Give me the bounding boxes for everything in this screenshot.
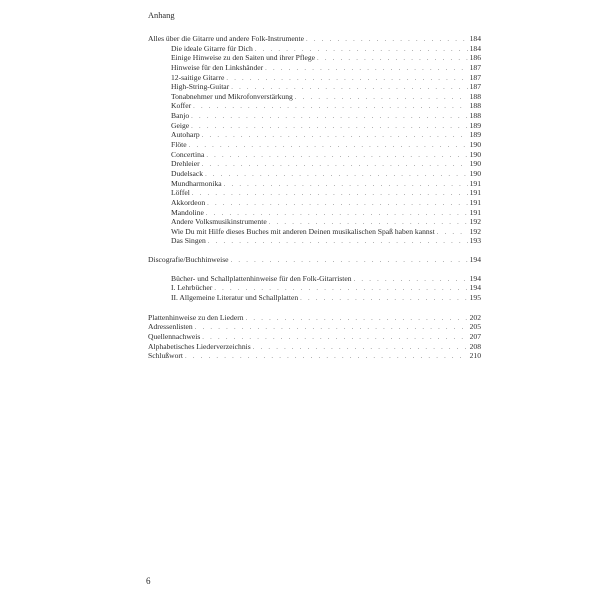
toc-subentry	[148, 188, 481, 198]
toc-entry-page: 193	[469, 236, 481, 246]
toc-entry-page: 187	[469, 62, 481, 72]
toc-entry-page: 190	[469, 140, 481, 150]
toc-entry-page: 191	[469, 178, 481, 188]
toc-entry-title: Plattenhinweise zu den Liedern	[148, 312, 244, 322]
toc-subentry	[148, 198, 481, 208]
toc-subentry	[148, 53, 481, 63]
toc-subentry	[148, 169, 481, 179]
toc-subentry	[148, 274, 481, 284]
toc-entry-title: Alles über die Gitarre und andere Folk-Instrumente	[148, 34, 305, 43]
toc-entry-title: Hinweise für den Linkshänder	[171, 62, 264, 72]
toc-entry-title: Adressenlisten	[148, 322, 193, 332]
dot-leader	[246, 314, 468, 323]
toc-subentry	[148, 159, 481, 169]
dot-leader	[191, 122, 467, 131]
dot-leader	[224, 180, 468, 189]
toc-entry	[148, 351, 481, 361]
toc-entry-page: 202	[469, 312, 481, 322]
toc-subentry	[148, 150, 481, 160]
dot-leader	[265, 64, 467, 73]
dot-leader	[206, 151, 467, 160]
toc-subentry	[148, 63, 481, 73]
dot-leader	[255, 45, 468, 54]
toc-entry-page: 195	[469, 293, 481, 303]
toc-entry-page: 184	[469, 34, 481, 43]
toc-entry-page: 191	[469, 188, 481, 198]
toc-entry	[148, 313, 481, 323]
dot-leader	[189, 141, 468, 150]
dot-leader	[195, 323, 468, 332]
toc-entry-title: Mandoline	[171, 207, 204, 217]
toc-entry-page: 194	[469, 283, 481, 293]
toc-entry-page: 210	[469, 351, 481, 361]
dot-leader	[202, 333, 467, 342]
toc-entry-page: 189	[469, 120, 481, 130]
toc-entry-page: 188	[469, 111, 481, 121]
toc-entry-page: 207	[469, 331, 481, 341]
toc-entry-title: I. Lehrbücher	[171, 283, 213, 293]
toc-entry-page: 186	[469, 53, 481, 63]
toc-subentry	[148, 227, 481, 237]
toc-subentry	[148, 140, 481, 150]
dot-leader	[231, 83, 467, 92]
dot-leader	[226, 74, 467, 83]
toc-entry-page: 194	[469, 255, 481, 265]
running-header: Anhang	[148, 11, 175, 20]
toc-entry-title: Alphabetisches Liederverzeichnis	[148, 341, 251, 351]
toc-entry-title: Die ideale Gitarre für Dich	[171, 43, 253, 53]
toc-entry-page: 189	[469, 130, 481, 140]
toc-entry-title: 12-saitige Gitarre	[171, 72, 225, 82]
toc-subentry	[148, 283, 481, 293]
dot-leader	[205, 170, 468, 179]
dot-leader	[193, 102, 468, 111]
toc-entry-title: Koffer	[171, 101, 192, 111]
toc-entry-page: 187	[469, 72, 481, 82]
dot-leader	[231, 256, 468, 265]
toc-entry	[148, 34, 481, 44]
toc-entry-title: Quellennachweis	[148, 331, 201, 341]
toc-subentry	[148, 101, 481, 111]
toc-entry	[148, 255, 481, 265]
toc-subentry	[148, 179, 481, 189]
dot-leader	[207, 199, 467, 208]
dot-leader	[295, 93, 468, 102]
toc-entry-title: Concertina	[171, 149, 205, 159]
toc-entry-page: 187	[469, 82, 481, 92]
dot-leader	[437, 228, 468, 237]
toc-entry	[148, 322, 481, 332]
toc-entry-title: Autoharp	[171, 130, 200, 140]
toc-entry-title: Discografie/Buchhinweise	[148, 255, 229, 265]
toc-entry-page: 192	[469, 217, 481, 227]
dot-leader	[206, 209, 468, 218]
toc-subentry	[148, 111, 481, 121]
toc-entry-title: Einige Hinweise zu den Saiten und ihrer Pflege	[171, 53, 316, 63]
toc-subentry	[148, 130, 481, 140]
table-of-contents	[148, 34, 481, 370]
toc-entry-title: Flöte	[171, 140, 187, 150]
toc-entry-title: Bücher- und Schallplattenhinweise für den Folk-Gitarristen	[171, 273, 352, 283]
toc-subentry	[148, 121, 481, 131]
dot-leader	[317, 54, 468, 63]
toc-entry-title: Wie Du mit Hilfe dieses Buches mit anderen Deinen musikalischen Spaß haben kannst	[171, 226, 435, 236]
dot-leader	[253, 343, 468, 352]
dot-leader	[208, 237, 468, 246]
toc-entry-title: Mundharmonika	[171, 178, 222, 188]
toc-spacer	[148, 265, 481, 274]
dot-leader	[192, 189, 468, 198]
toc-subentry	[148, 92, 481, 102]
toc-entry-page: 190	[469, 159, 481, 169]
toc-entry-title: High-String-Guitar	[171, 82, 230, 92]
toc-entry	[148, 332, 481, 342]
page-number: 6	[146, 576, 151, 586]
toc-entry-page: 184	[469, 43, 481, 53]
dot-leader	[300, 294, 467, 303]
toc-entry-title: Akkordeon	[171, 197, 206, 207]
toc-subentry	[148, 44, 481, 54]
toc-subentry	[148, 236, 481, 246]
toc-entry-page: 191	[469, 197, 481, 207]
toc-entry-title: Löffel	[171, 188, 190, 198]
toc-entry-title: Banjo	[171, 111, 190, 121]
dot-leader	[202, 160, 468, 169]
toc-entry-page: 191	[469, 207, 481, 217]
dot-leader	[191, 112, 467, 121]
dot-leader	[354, 275, 468, 284]
toc-entry	[148, 342, 481, 352]
toc-section-instruments	[148, 34, 481, 246]
toc-entry-title: Dudelsack	[171, 168, 204, 178]
dot-leader	[306, 35, 468, 44]
toc-entry-page: 194	[469, 273, 481, 283]
toc-entry-title: Drehleier	[171, 159, 200, 169]
dot-leader	[202, 131, 468, 140]
toc-subentry	[148, 73, 481, 83]
toc-entry-title: Geige	[171, 120, 190, 130]
toc-entry-title: Andere Volksmusikinstrumente	[171, 217, 267, 227]
toc-section-discography	[148, 255, 481, 303]
toc-entry-page: 190	[469, 168, 481, 178]
toc-entry-page: 208	[469, 341, 481, 351]
toc-entry-page: 192	[469, 226, 481, 236]
toc-subentry	[148, 208, 481, 218]
dot-leader	[269, 218, 468, 227]
toc-entry-page: 190	[469, 149, 481, 159]
toc-subentry	[148, 217, 481, 227]
dot-leader	[185, 352, 468, 361]
toc-entry-title: Das Singen	[171, 236, 206, 246]
toc-entry-page: 205	[469, 322, 481, 332]
toc-entry-page: 188	[469, 91, 481, 101]
toc-subentry	[148, 82, 481, 92]
toc-entry-title: II. Allgemeine Literatur und Schallplatten	[171, 293, 299, 303]
toc-subentry	[148, 293, 481, 303]
toc-section-appendix	[148, 313, 481, 361]
toc-entry-title: Tonabnehmer und Mikrofonverstärkung	[171, 91, 293, 101]
toc-entry-title: Schlußwort	[148, 351, 184, 361]
dot-leader	[214, 284, 467, 293]
toc-entry-page: 188	[469, 101, 481, 111]
